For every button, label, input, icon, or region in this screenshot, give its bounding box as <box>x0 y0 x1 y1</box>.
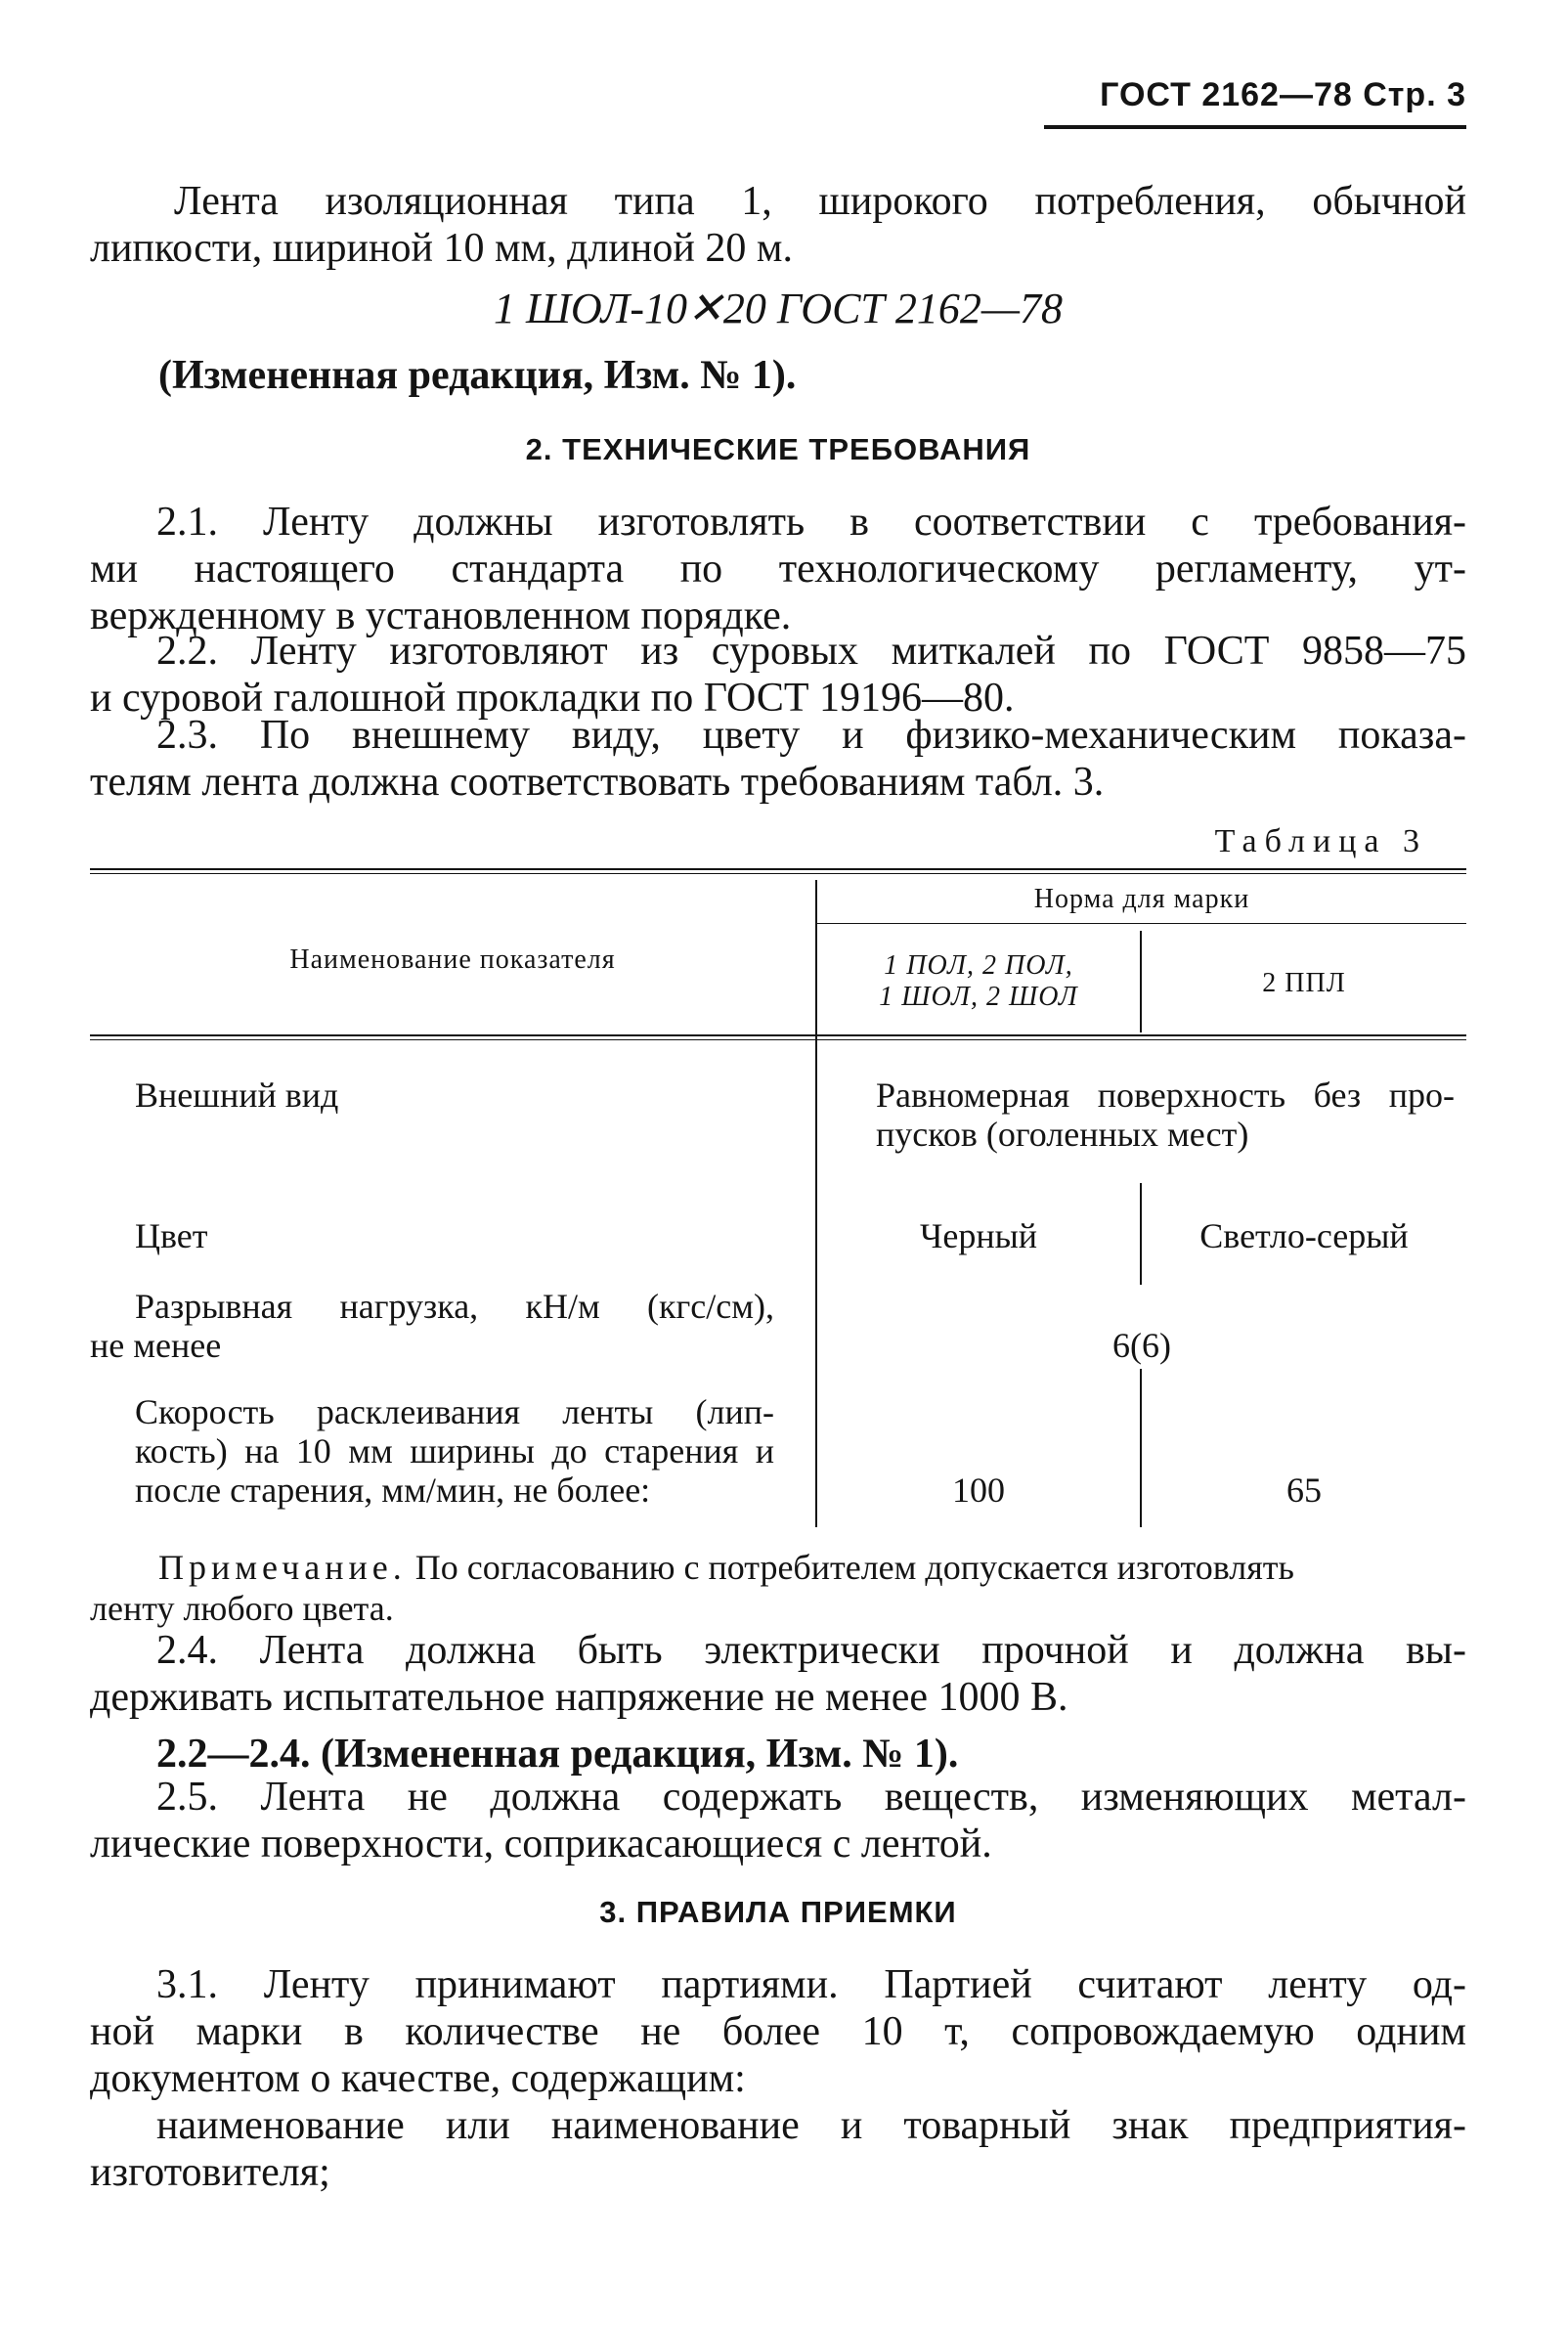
paragraph-2-5 <box>90 1774 1466 1867</box>
load-line-1: Разрывная нагрузка, кН/м (кгс/см), <box>135 1287 774 1326</box>
p22-line-1: 2.2. Ленту изготовляют из суровых миткалей по ГОСТ 9858—75 <box>156 629 1466 674</box>
header-col1-line1: 1 ПОЛ, 2 ПОЛ, <box>884 950 1073 981</box>
p24-line-2: держивать испытательное напряжение не менее 1000 В. <box>90 1675 1068 1720</box>
row-load-name <box>90 1287 774 1365</box>
note-label: Примечание. <box>158 1548 407 1587</box>
example-amendment: (Измененная редакция, Изм. № 1). <box>158 353 797 398</box>
header-rule <box>1044 125 1466 129</box>
example-designation: 1 ШОЛ-10✕20 ГОСТ 2162—78 <box>493 285 1064 332</box>
example-paragraph <box>90 178 1466 272</box>
p21-line-1: 2.1. Ленту должны изготовлять в соответствии с требования- <box>156 500 1466 545</box>
row-speed-value-1: 100 <box>952 1471 1005 1510</box>
section-2-title: 2. ТЕХНИЧЕСКИЕ ТРЕБОВАНИЯ <box>525 432 1031 466</box>
note-text-2: ленту любого цвета. <box>90 1589 394 1628</box>
load-line-2: не менее <box>90 1326 222 1365</box>
row-color-name: Цвет <box>135 1216 208 1255</box>
table-header-rule-2 <box>90 1039 1466 1040</box>
table-top-rule-2 <box>90 873 1466 874</box>
p31-line-3: документом о качестве, содержащим: <box>90 2056 746 2101</box>
speed-line-2: кость) на 10 мм ширины до старения и <box>135 1431 774 1471</box>
note-text-1: По согласованию с потребителем допускается изготовлять <box>406 1548 1294 1587</box>
example-line-1: Лента изоляционная типа 1, широкого потребления, обычной <box>174 179 1466 224</box>
speed-line-1: Скорость расклеивания ленты (лип- <box>135 1392 774 1431</box>
table-note <box>90 1547 1466 1629</box>
p22-line-2: и суровой галошной прокладки по ГОСТ 19196—80. <box>90 676 1015 721</box>
p23-line-1: 2.3. По внешнему виду, цвету и физико-механическим показа- <box>156 713 1466 758</box>
row-speed-name <box>135 1392 774 1510</box>
table-top-rule <box>90 868 1466 870</box>
note-line-1 <box>90 1547 1466 1588</box>
p31b-line-1: наименование или наименование и товарный знак предприятия- <box>156 2103 1466 2148</box>
p21-line-2: ми настоящего стандарта по технологическому регламенту, ут- <box>90 547 1466 592</box>
row-color-value-2: Светло-серый <box>1199 1216 1409 1255</box>
amendment-2-2-2-4: 2.2—2.4. (Измененная редакция, Изм. № 1). <box>156 1732 959 1777</box>
table-norm-rule <box>817 923 1466 924</box>
paragraph-2-3 <box>90 712 1466 806</box>
appearance-line-2: пусков (оголенных мест) <box>876 1115 1249 1154</box>
row-load-value: 6(6) <box>1112 1326 1171 1365</box>
row-speed-value-2: 65 <box>1286 1471 1322 1510</box>
row-appearance-value <box>876 1076 1455 1154</box>
header-col-pol-shol <box>817 950 1140 1013</box>
paragraph-2-1 <box>90 499 1466 639</box>
p25-line-2: лические поверхности, соприкасающиеся с лентой. <box>90 1822 992 1866</box>
p21-line-3: вержденному в установленном порядке. <box>90 593 792 638</box>
paragraph-2-2 <box>90 628 1466 722</box>
example-line-2: липкости, шириной 10 мм, длиной 20 м. <box>90 226 793 271</box>
header-indicator-name: Наименование показателя <box>289 944 616 975</box>
speed-line-3: после старения, мм/мин, не более: <box>135 1471 651 1510</box>
p23-line-2: телям лента должна соответствовать требованиям табл. 3. <box>90 760 1105 805</box>
row-color-value-1: Черный <box>919 1216 1038 1255</box>
row-appearance-name: Внешний вид <box>135 1076 339 1115</box>
table-header-rule <box>90 1034 1466 1036</box>
appearance-line-1: Равномерная поверхность без про- <box>876 1076 1455 1115</box>
p31-line-1: 3.1. Ленту принимают партиями. Партией считают ленту од- <box>156 1962 1466 2007</box>
p31b-line-2: изготовителя; <box>90 2150 330 2195</box>
header-norm: Норма для марки <box>1033 884 1250 914</box>
paragraph-2-4 <box>90 1627 1466 1721</box>
paragraph-3-1 <box>90 1961 1466 2196</box>
page-header: ГОСТ 2162—78 Стр. 3 <box>1100 76 1466 113</box>
p25-line-1: 2.5. Лента не должна содержать веществ, изменяющих метал- <box>156 1775 1466 1820</box>
header-col1-line2: 1 ШОЛ, 2 ШОЛ <box>879 982 1078 1012</box>
p31-line-2: ной марки в количестве не более 10 т, сопровождаемую одним <box>90 2009 1466 2054</box>
table-caption: Таблица 3 <box>1214 823 1427 859</box>
header-col-ppl: 2 ППЛ <box>1262 968 1346 998</box>
p24-line-1: 2.4. Лента должна быть электрически прочной и должна вы- <box>156 1628 1466 1673</box>
section-3-title: 3. ПРАВИЛА ПРИЕМКИ <box>599 1895 957 1929</box>
